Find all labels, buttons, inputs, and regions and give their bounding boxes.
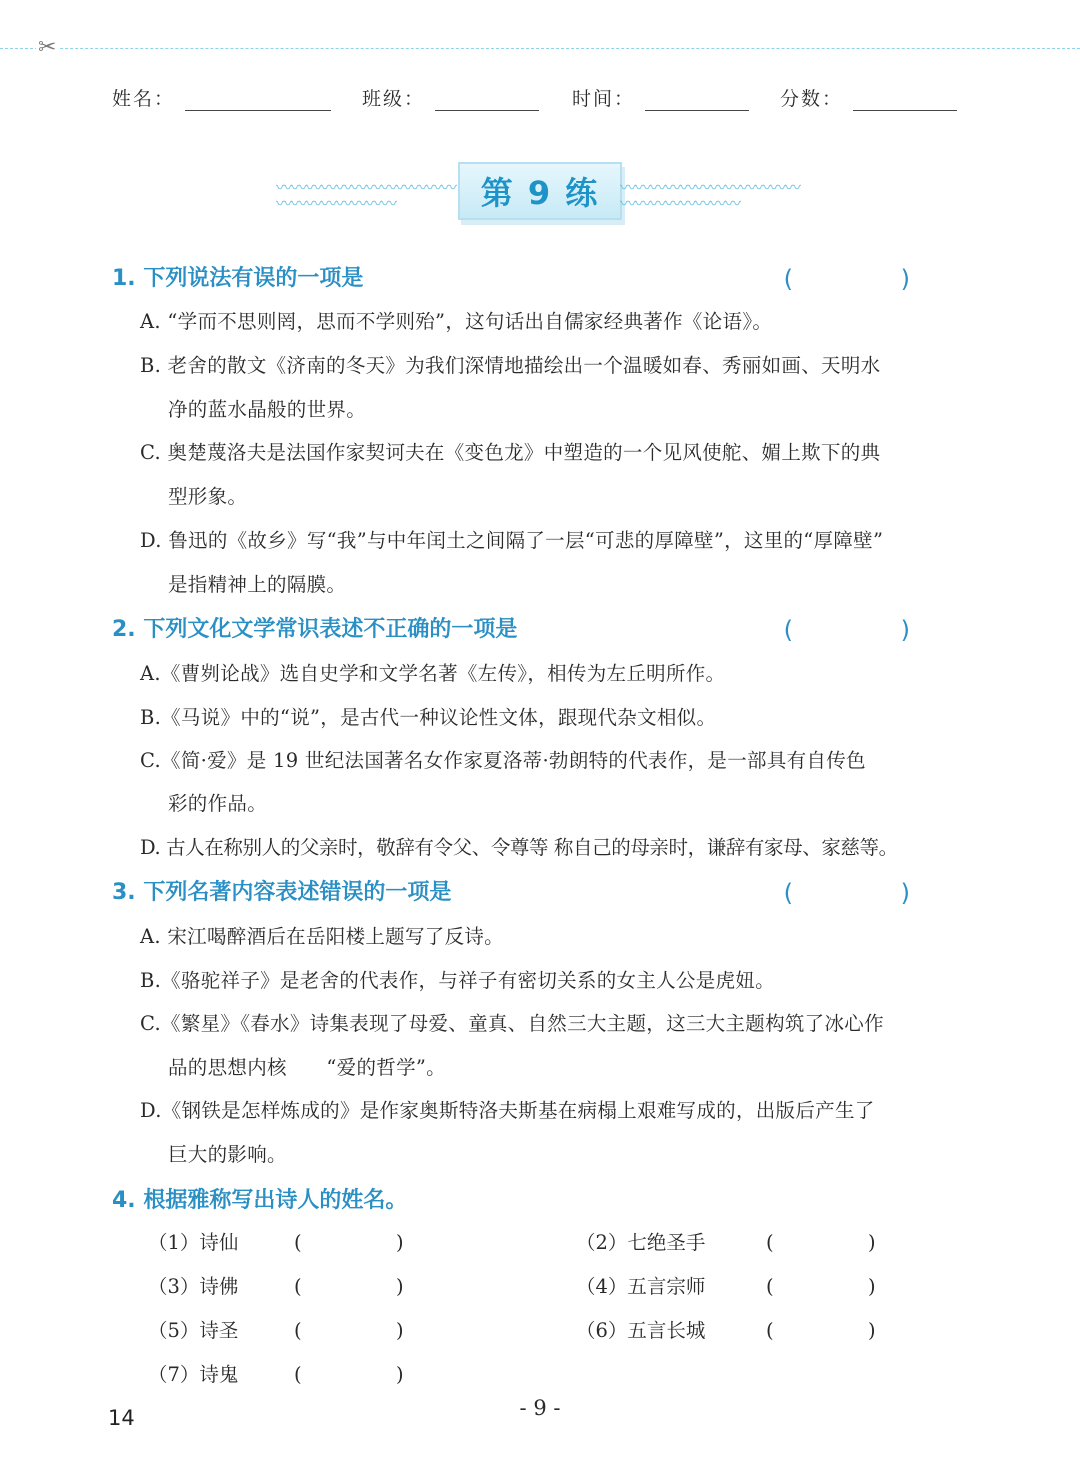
- fill-item: [576, 1272, 896, 1302]
- q1-option-c-cont: [140, 475, 970, 519]
- cut-line: [0, 48, 1080, 49]
- q3-option-d: D.《钢铁是怎样炼成的》是作家奥斯特洛夫斯基在病榻上艰难写成的，出版后产生了: [140, 1099, 875, 1122]
- fill-item: [148, 1316, 428, 1346]
- q1-option-d: D. 鲁迅的《故乡》写“我”与中年闰土之间隔了一层“可悲的厚障壁”，这里的“厚障壁”: [140, 529, 884, 552]
- question-4-text: 4. 根据雅称写出诗人的姓名。: [112, 1188, 408, 1213]
- close-paren[interactable]: ): [396, 1275, 404, 1298]
- q1-option-b: B. 老舍的散文《济南的冬天》为我们深情地描绘出一个温暖如春、秀丽如画、天明水: [140, 354, 881, 377]
- exercise-title: 第 9 练: [480, 174, 600, 212]
- q2-option-c-line2: 彩的作品。: [168, 792, 268, 815]
- fill-item-name: 诗佛: [199, 1275, 239, 1298]
- fill-item-number: （7）: [148, 1363, 200, 1386]
- student-info-row: [112, 84, 952, 114]
- q1-option-d-line2: 是指精神上的隔膜。: [168, 573, 347, 596]
- q3-option-c-cont: [140, 1046, 970, 1090]
- q2-option-a: A.《曹刿论战》选自史学和文学名著《左传》，相传为左丘明所作。: [140, 662, 726, 685]
- open-paren[interactable]: (: [766, 1319, 774, 1342]
- question-3-heading: [112, 876, 962, 910]
- close-paren[interactable]: ): [396, 1231, 404, 1254]
- fill-item: [576, 1228, 896, 1258]
- time-blank[interactable]: [645, 88, 749, 111]
- fill-item: [576, 1316, 896, 1346]
- close-paren[interactable]: ): [396, 1319, 404, 1342]
- page-number: - 9 -: [519, 1396, 561, 1420]
- open-paren[interactable]: (: [294, 1319, 302, 1342]
- q2-option-c-cont: [140, 782, 970, 826]
- question-1-text: 1. 下列说法有误的一项是: [112, 266, 364, 291]
- q1-option-d-cont: [140, 563, 970, 607]
- q1-option-b-cont: [140, 388, 970, 432]
- fill-item-name: 诗仙: [199, 1231, 239, 1254]
- title-banner: [276, 158, 812, 230]
- time-label: 时间：: [572, 88, 636, 110]
- fill-item-number: （3）: [148, 1275, 200, 1298]
- answer-bracket[interactable]: ( ): [783, 265, 960, 293]
- score-label: 分数：: [780, 88, 844, 110]
- score-field: [780, 84, 957, 111]
- open-paren[interactable]: (: [766, 1231, 774, 1254]
- fill-item-name: 五言宗师: [627, 1275, 706, 1298]
- q3-option-d-cont: [140, 1133, 970, 1177]
- open-paren[interactable]: (: [294, 1363, 302, 1386]
- question-2-text: 2. 下列文化文学常识表述不正确的一项是: [112, 617, 518, 642]
- q3-option-c: C.《繁星》《春水》诗集表现了母爱、童真、自然三大主题，这三大主题构筑了冰心作: [140, 1012, 884, 1035]
- q2-option-b: B.《马说》中的“说”，是古代一种议论性文体，跟现代杂文相似。: [140, 706, 717, 729]
- score-blank[interactable]: [853, 88, 957, 111]
- time-field: [572, 84, 749, 111]
- question-3-text: 3. 下列名著内容表述错误的一项是: [112, 880, 452, 905]
- q1-option-c: C. 奥楚蔑洛夫是法国作家契诃夫在《变色龙》中塑造的一个见风使舵、媚上欺下的典: [140, 441, 881, 464]
- question-1-heading: [112, 262, 962, 296]
- title-box: [458, 162, 622, 220]
- fill-item-name: 五言长城: [627, 1319, 706, 1342]
- q2-option-c: C.《简·爱》是 19 世纪法国著名女作家夏洛蒂·勃朗特的代表作，是一部具有自传色: [140, 749, 866, 772]
- fill-item-number: （5）: [148, 1319, 200, 1342]
- close-paren[interactable]: ): [868, 1319, 876, 1342]
- close-paren[interactable]: ): [868, 1231, 876, 1254]
- q3-option-a: A. 宋江喝醉酒后在岳阳楼上题写了反诗。: [140, 925, 504, 948]
- open-paren[interactable]: (: [766, 1275, 774, 1298]
- q1-option-a: A. “学而不思则罔，思而不学则殆”，这句话出自儒家经典著作《论语》。: [140, 310, 773, 333]
- q1-option-b-line2: 净的蓝水晶般的世界。: [168, 398, 367, 421]
- fill-item-number: （1）: [148, 1231, 200, 1254]
- wave-decoration-right: 〰〰〰〰〰〰〰〰〰〰〰〰〰〰〰〰〰〰〰〰: [620, 178, 801, 213]
- q3-option-d-line2: 巨大的影响。: [168, 1143, 287, 1166]
- question-2-heading: [112, 613, 962, 647]
- fill-item: [148, 1228, 428, 1258]
- close-paren[interactable]: ): [868, 1275, 876, 1298]
- name-blank[interactable]: [185, 88, 331, 111]
- fill-item-number: （6）: [576, 1319, 628, 1342]
- fill-item-number: （4）: [576, 1275, 628, 1298]
- q3-option-b: B.《骆驼祥子》是老舍的代表作，与祥子有密切关系的女主人公是虎妞。: [140, 969, 775, 992]
- class-label: 班级：: [362, 88, 426, 110]
- fill-item-number: （2）: [576, 1231, 628, 1254]
- question-4-heading: [112, 1184, 962, 1218]
- open-paren[interactable]: (: [294, 1275, 302, 1298]
- name-label: 姓名：: [112, 88, 176, 110]
- q2-option-d: D. 古人在称别人的父亲时，敬辞有令父、令尊等 称自己的母亲时，谦辞有家母、家慈等。: [140, 836, 898, 859]
- fill-item: [148, 1272, 428, 1302]
- class-field: [362, 84, 539, 111]
- name-field: [112, 84, 331, 111]
- close-paren[interactable]: ): [396, 1363, 404, 1386]
- scissors-icon: ✂: [38, 35, 57, 60]
- answer-bracket[interactable]: ( ): [783, 879, 960, 907]
- wave-decoration-left: 〰〰〰〰〰〰〰〰〰〰〰〰〰〰〰〰〰〰〰〰: [276, 178, 457, 213]
- fill-item-name: 七绝圣手: [627, 1231, 706, 1254]
- answer-bracket[interactable]: ( ): [783, 616, 960, 644]
- q3-option-c-line2: 品的思想内核 “爱的哲学”。: [168, 1056, 446, 1079]
- fill-item-name: 诗圣: [199, 1319, 239, 1342]
- open-paren[interactable]: (: [294, 1231, 302, 1254]
- class-blank[interactable]: [435, 88, 539, 111]
- fill-item-name: 诗鬼: [199, 1363, 239, 1386]
- q1-option-c-line2: 型形象。: [168, 485, 248, 508]
- corner-number: 14: [108, 1406, 135, 1430]
- fill-item: [148, 1360, 428, 1390]
